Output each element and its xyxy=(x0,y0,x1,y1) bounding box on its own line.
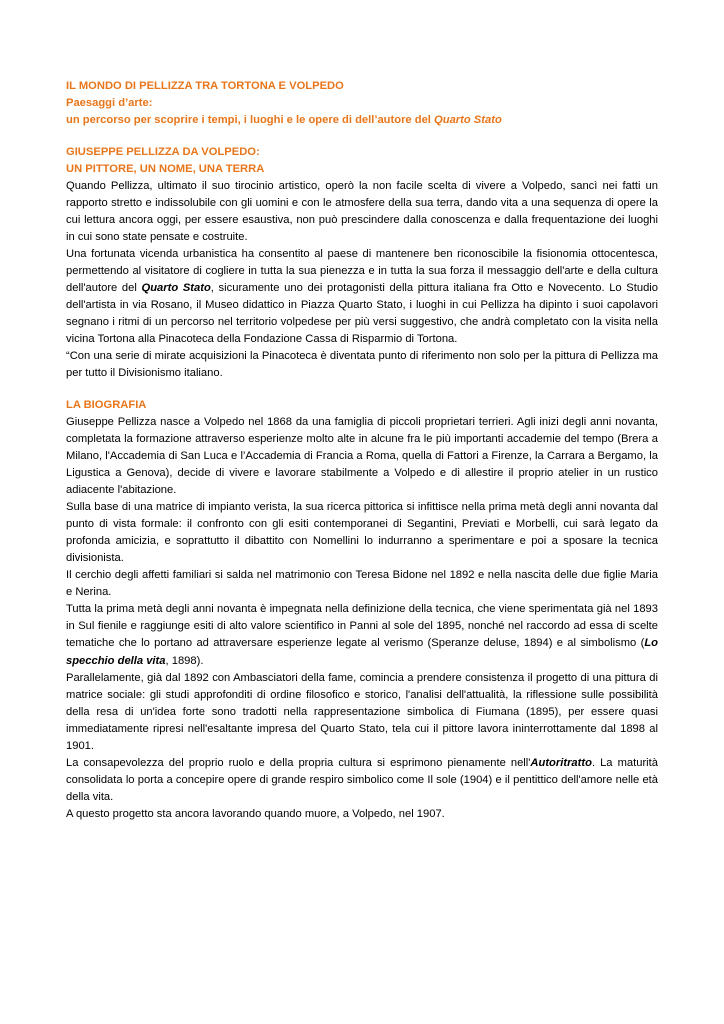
paragraph-consapevolezza xyxy=(66,755,658,806)
autoritratto-italic: Autoritratto xyxy=(530,756,592,769)
title-line-1: IL MONDO DI PELLIZZA TRA TORTONA E VOLPEDO xyxy=(66,80,344,92)
section-heading-biografia-line1: LA BIOGRAFIA xyxy=(66,399,147,412)
title-line-3-text: un percorso per scoprire i tempi, i luoghi e le opere di dell’autore del xyxy=(66,114,435,127)
spacer-1 xyxy=(66,129,658,144)
paragraph-tecnica xyxy=(66,601,658,669)
paragraph-fortunata-vicenda-b: , sicuramente uno dei protagonisti della pittura italiana fra Otto e Novecento. Lo Studio dell'artista in via Rosano, il Museo didattico in Piazza Quarto Stato, i luoghi in cui Pellizza ha dipinto i suoi capolavori segnano i ritmi di un percorso nel territorio volpedese per più versi suggestivo, che andrà completato con la visita nella vicina Tortona alla Pinacoteca della Fondazione Cassa di Risparmio di Tortona. xyxy=(66,282,659,346)
spacer-2 xyxy=(66,382,658,397)
document-body xyxy=(66,78,658,823)
paragraph-nascita: Giuseppe Pellizza nasce a Volpedo nel 1868 da una famiglia di piccoli proprietari terrieri. Agli inizi degli anni novanta, completata la formazione attraverso esperienze molto alte in alcune fra le più importanti accademie del tempo (Brera a Milano, l'Accademia di San Luca e l’Accademia di Francia a Roma, quella di Fattori a Firenze, la Carrara a Bergamo, la Ligustica a Genova), decide di vivere e lavorare stabilmente a Volpedo e di allestire il proprio atelier in un rustico adiacente l'abitazione. xyxy=(66,416,658,497)
paragraph-fortunata-vicenda xyxy=(66,246,658,348)
paragraph-quando-pellizza: Quando Pellizza, ultimato il suo tirocinio artistico, operò la non facile scelta di vivere a Volpedo, sancì nei fatti un rapporto stretto e indissolubile con gli uomini e con le atmosfere della sua terra, dando vita a una sequenza di opere la cui lettura ancora oggi, per essere esaustiva, non può prescindere dalla conoscenza e dalla frequentazione dei luoghi in cui sono state pensate e costruite. xyxy=(66,180,658,244)
paragraph-matrice-verista: Sulla base di una matrice di impianto verista, la sua ricerca pittorica si infittisce nella prima metà degli anni novanta dal punto di vista formale: il confronto con gli esiti contemporanei di Segantini, Previati e Morbelli, cui sarà legato da profonda amicizia, e soprattutto il dibattito con Nomellini lo indurranno a sperimentare e poi a sposare la tecnica divisionista. xyxy=(66,501,658,565)
paragraph-affetti-familiari: Il cerchio degli affetti familiari si salda nel matrimonio con Teresa Bidone nel 1892 e nella nascita delle due figlie Maria e Nerina. xyxy=(66,569,658,599)
section-heading-pittore-line2: UN PITTORE, UN NOME, UNA TERRA xyxy=(66,163,265,176)
paragraph-consapevolezza-a: La consapevolezza del proprio ruolo e della propria cultura si esprimono pienamente nell' xyxy=(66,756,531,769)
paragraph-fortunata-vicenda-a: Una fortunata vicenda urbanistica ha consentito al paese di mantenere ben riconoscibile la fisionomia ottocentesca, permettendo al visitatore di cogliere in tutta la sua pienezza e in tutta la sua forza il messaggio dell'arte e della cultura dell'autore del xyxy=(66,248,658,295)
paragraph-pittura-sociale: Parallelamente, già dal 1892 con Ambasciatori della fame, comincia a prendere consistenza il progetto di una pittura di matrice sociale: gli studi approfonditi di ordine filosofico e storico, l'analisi dell'attualità, la riflessione sulle possibilità della resa di un'idea forte sono tradotti nella rappresentazione simbolica di Fiumana (1895), per essere quasi immediatamente ripresi nell'esaltante impresa del Quarto Stato, tela cui il pittore lavora ininterrottamente dal 1898 al 1901. xyxy=(66,671,658,752)
paragraph-tecnica-a: Tutta la prima metà degli anni novanta è impegnata nella definizione della tecnica, che viene sperimentata già nel 1893 in Sul fienile e raggiunge esiti di alto valore scientifico in Panni al sole del 1895, nonché nel raccordo ad essa di scelte tematiche che lo portano ad attraversare esperienze legate al verismo (Speranze deluse, 1894) e al simbolismo ( xyxy=(66,603,658,650)
paragraph-tecnica-b: , 1898). xyxy=(165,654,204,667)
paragraph-pinacoteca: “Con una serie di mirate acquisizioni la Pinacoteca è diventata punto di riferimento non solo per la pittura di Pellizza ma per tutto il Divisionismo italiano. xyxy=(66,350,658,380)
section-heading-pittore xyxy=(66,144,658,178)
specchio-della-vita-italic: Lo specchio della vita xyxy=(66,637,658,667)
section-heading-biografia xyxy=(66,397,658,414)
title-line-3-italic: Quarto Stato xyxy=(434,114,502,127)
title-line-3 xyxy=(66,112,658,129)
section-heading-pittore-line1: GIUSEPPE PELLIZZA DA VOLPEDO: xyxy=(66,146,260,159)
paragraph-consapevolezza-b: . La maturità consolidata lo porta a concepire opere di grande respiro simbolico come Il sole (1904) e il pentittico dell'amore nelle età della vita. xyxy=(66,756,658,803)
document-title-block xyxy=(66,78,658,129)
title-line-2: Paesaggi d’arte: xyxy=(66,97,153,110)
quarto-stato-italic: Quarto Stato xyxy=(141,282,211,295)
paragraph-morte: A questo progetto sta ancora lavorando quando muore, a Volpedo, nel 1907. xyxy=(66,807,445,820)
